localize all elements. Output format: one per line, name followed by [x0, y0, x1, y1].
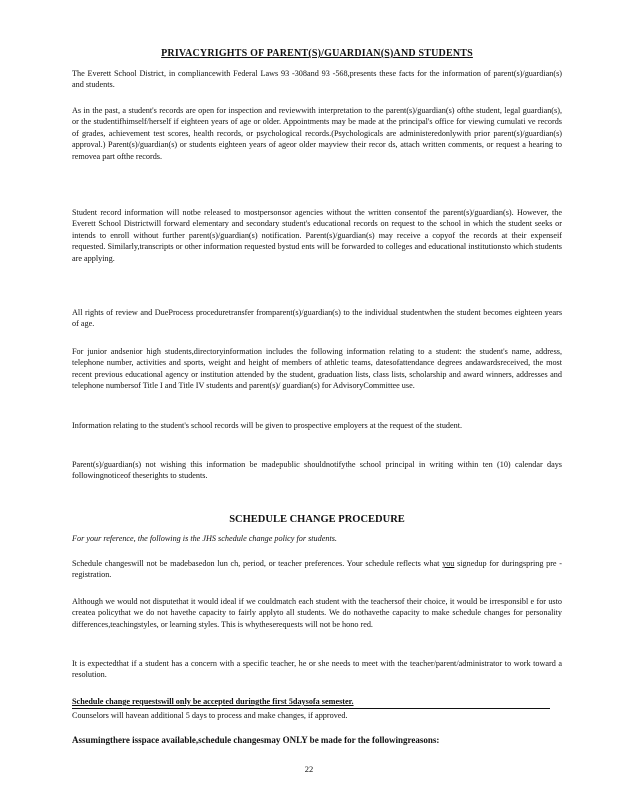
- schedule-paragraph-4-bold: Schedule change requestswill only be accepted duringthe first 5daysofa semester.: [72, 697, 354, 706]
- schedule-title: SCHEDULE CHANGE PROCEDURE: [229, 514, 405, 525]
- page-number: 22: [304, 764, 314, 774]
- privacy-title: PRIVACYRIGHTS OF PARENT(S)/GUARDIAN(S)AND STUDENTS: [161, 48, 473, 59]
- privacy-paragraph-2: As in the past, a student's records are open for inspection and reviewwith interpretation to the parent(s)/guardian(s) ofthe student, legal guardian(s), or the studentifhimself/herself if eighteen years of age or older. Appointments may be made at the principal's office for viewing cumulati ve records of grades, achievement test scores, health records, or psychological records.(Psychologicals are administeredonlywith prior parent(s)/guardian(s) approval.) Parent(s)/guardian(s) or students eighteen years of ageor older mayview their recor ds, attach written comments, or request a hearing to removea part ofthe records.: [72, 106, 562, 161]
- privacy-paragraph-1: The Everett School District, in compliancewith Federal Laws 93 -308and 93 -568,presents these facts for the information of parent(s)/guardian(s) and students.: [72, 69, 562, 90]
- privacy-paragraph-6: Parent(s)/guardian(s) not wishing this information be madepublic shouldnotifythe school principal in writing within ten (10) calendar days followingnoticeof theserights to students.: [72, 460, 562, 481]
- schedule-paragraph-4-rest: Counselors will havean additional 5 days to process and make changes, if approved.: [72, 711, 348, 720]
- schedule-p1-you: you: [442, 559, 455, 568]
- schedule-paragraph-2: Although we would not disputethat it would ideal if we couldmatch each student with the teachersof their choice, it would be irresponsibl e for usto createa policythat we do not havethe capacity to fairly applyto all students. We do nothavethe capacity to make schedule changes for personality differences,teachingstyles, or learning styles. This is whytheserequests will not be hono red.: [72, 597, 562, 629]
- schedule-p1-post: signedup for duringspring pre -registration.: [72, 559, 562, 580]
- privacy-paragraph-5: For junior andsenior high students,directoryinformation includes the following information relating to a student: the student's name, address, telephone number, activities and sports, weight and height of members of athletic teams, datesofattendance degrees andawardsreceived, the most recent previous educational agency or institution attended by the student, graduation lists, class lists, scholarship and award winners, addresses and telephone numbersof Title I and Title IV students and parent(s)/ guardian(s) for AdvisoryCommittee use.: [72, 347, 562, 391]
- privacy-paragraph-5b: Information relating to the student's school records will be given to prospective employers at the request of the student.: [72, 421, 463, 430]
- schedule-paragraph-5: Assumingthere isspace available,schedule changesmay ONLY be made for the followingreasons:: [72, 735, 440, 745]
- privacy-paragraph-3: Student record information will notbe released to mostpersonsor agencies without the written consentof the parent(s)/guardian(s). However, the Everett School Districtwill forward elementary and secondary student's educational records on request to the school in which the student seeks or intends to enroll without further parent(s)/guardian(s) notification. Parent(s)/guardian(s) may receive a copyof the records at their expenseif requested. Similarly,transcripts or other information requested bystud ents will be forwarded to colleges and educational institutionsto which students are applying.: [72, 208, 562, 263]
- section-divider: [72, 708, 550, 709]
- schedule-paragraph-1: [72, 558, 562, 581]
- schedule-paragraph-3: It is expectedthat if a student has a concern with a specific teacher, he or she needs to meet with the teacher/parent/administrator to work toward a resolution.: [72, 659, 562, 680]
- schedule-intro: For your reference, the following is the JHS schedule change policy for students.: [72, 534, 337, 543]
- privacy-paragraph-4: All rights of review and DueProcess proceduretransfer fromparent(s)/guardian(s) to the individual studentwhen the student becomes eighteen years of age.: [72, 308, 562, 329]
- schedule-p1-pre: Schedule changeswill not be madebasedon lun ch, period, or teacher preferences. Your schedule reflects what: [72, 559, 443, 568]
